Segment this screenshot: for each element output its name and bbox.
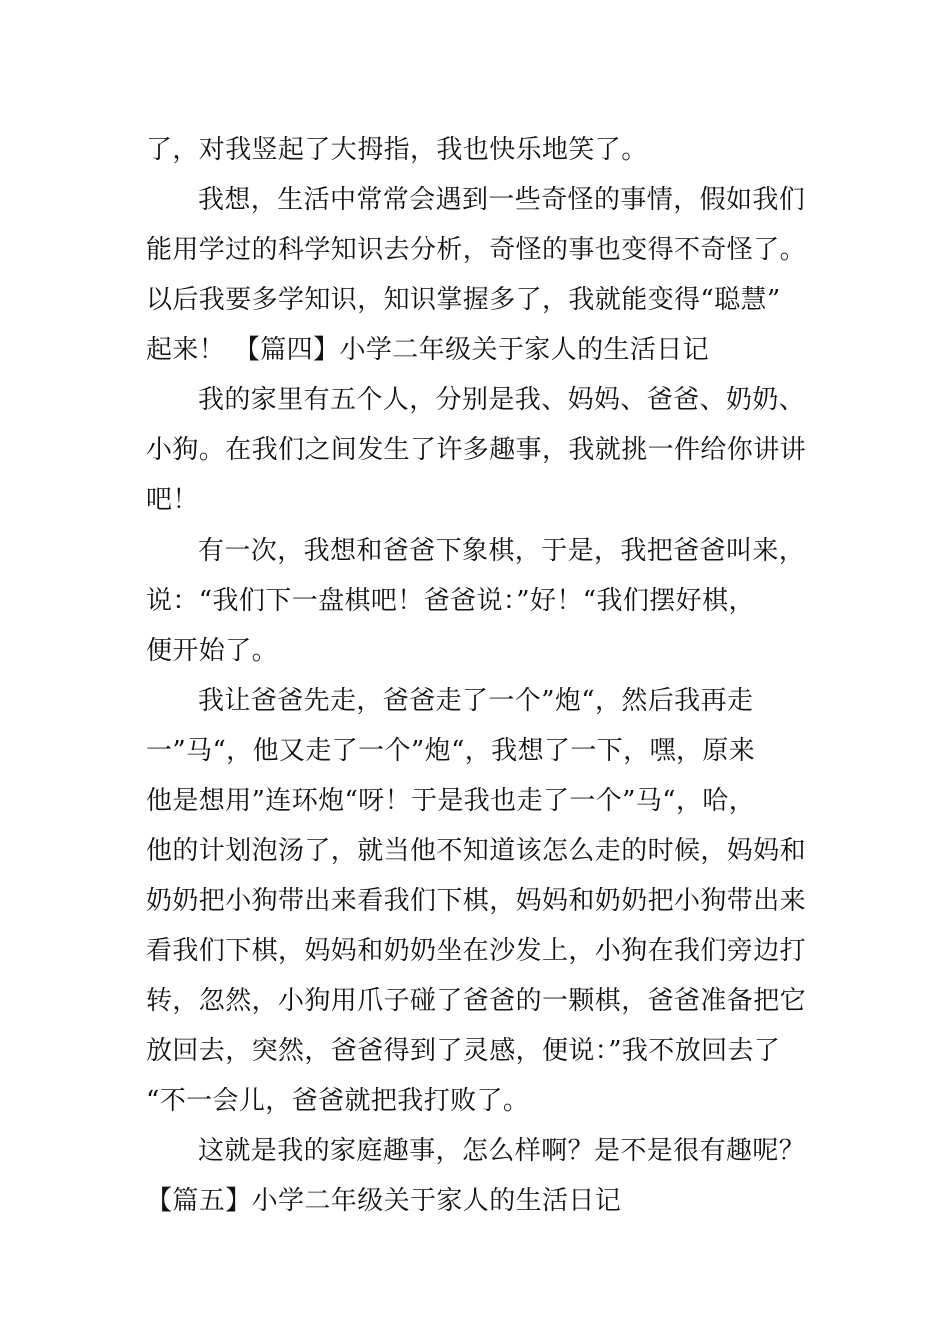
- paragraph-start-line: 我想，生活中常常会遇到一些奇怪的事情，假如我们: [198, 185, 806, 215]
- text-line: 放回去，突然，爸爸得到了灵感，便说：”我不放回去了: [146, 1036, 781, 1066]
- text-line: 看我们下棋，妈妈和奶奶坐在沙发上，小狗在我们旁边打: [146, 936, 807, 966]
- text-line: 转，忽然，小狗用爪子碰了爸爸的一颗棋，爸爸准备把它: [146, 986, 807, 1016]
- text-line: 他是想用”连环炮“呀！于是我也走了一个”马“，哈，: [146, 786, 756, 816]
- text-line: 他的计划泡汤了，就当他不知道该怎么走的时候，妈妈和: [146, 836, 807, 866]
- paragraph-start-line: 这就是我的家庭趣事，怎么样啊？是不是很有趣呢？: [198, 1136, 806, 1166]
- text-line: 能用学过的科学知识去分析，奇怪的事也变得不奇怪了。: [146, 235, 807, 265]
- text-line: “不一会儿，爸爸就把我打败了。: [146, 1086, 530, 1116]
- paragraph-start-line: 我的家里有五个人，分别是我、妈妈、爸爸、奶奶、: [198, 385, 806, 415]
- paragraph-start-line: 有一次，我想和爸爸下象棋，于是，我把爸爸叫来，: [198, 536, 806, 566]
- text-line: 吧！: [146, 485, 199, 515]
- text-line: 了，对我竖起了大拇指，我也快乐地笑了。: [146, 135, 648, 165]
- paragraph-start-line: 我让爸爸先走，爸爸走了一个”炮“，然后我再走: [198, 686, 754, 716]
- text-line: 奶奶把小狗带出来看我们下棋，妈妈和奶奶把小狗带出来: [146, 886, 807, 916]
- text-line: 说：“我们下一盘棋吧！爸爸说：”好！“我们摆好棋，: [146, 586, 755, 616]
- text-line: 一”马“，他又走了一个”炮“，我想了一下，嘿，原来: [146, 736, 756, 766]
- section-heading-line: 起来！ 【篇四】小学二年级关于家人的生活日记: [146, 335, 710, 365]
- section-heading-line: 【篇五】小学二年级关于家人的生活日记: [146, 1186, 622, 1216]
- text-line: 小狗。在我们之间发生了许多趣事，我就挑一件给你讲讲: [146, 435, 807, 465]
- text-line: 便开始了。: [146, 636, 279, 666]
- text-line: 以后我要多学知识，知识掌握多了，我就能变得“聪慧”: [146, 285, 781, 315]
